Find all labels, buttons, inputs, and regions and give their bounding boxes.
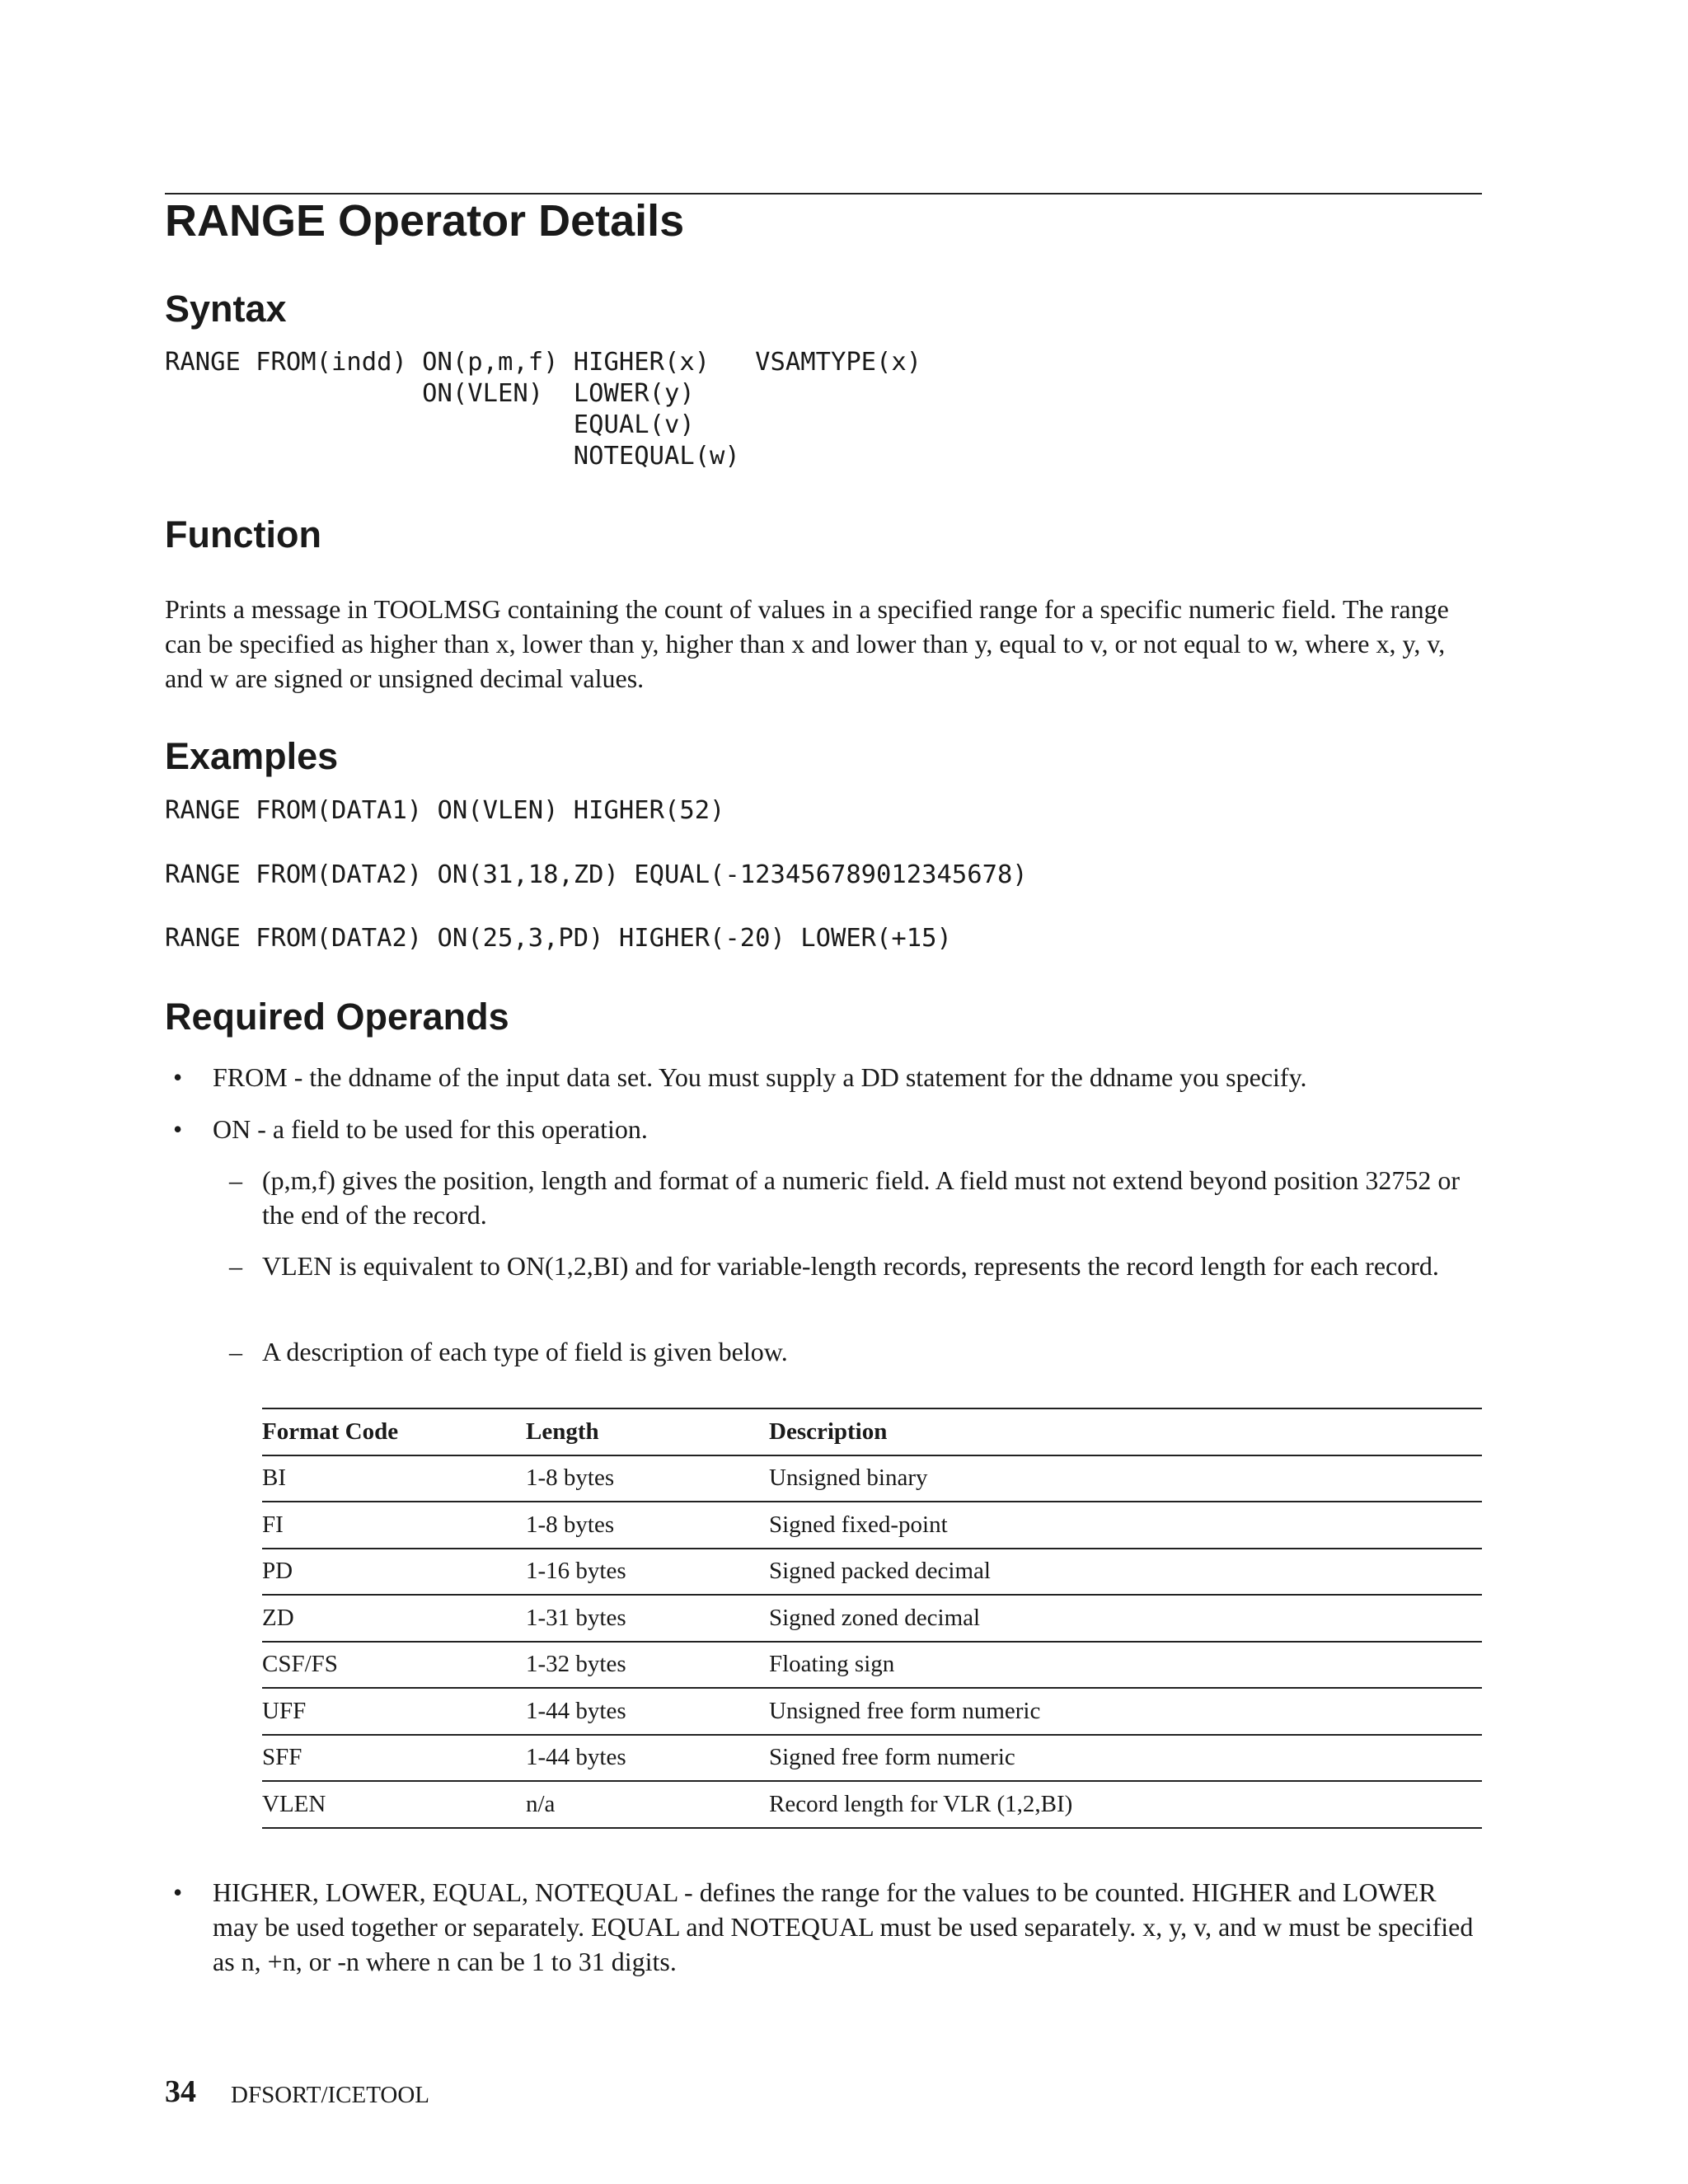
table-cell: Record length for VLR (1,2,BI) xyxy=(769,1781,1482,1828)
bullet-icon: • xyxy=(173,1114,183,1144)
operand-from: FROM - the ddname of the input data set. You must supply a DD statement for the ddname you specify. xyxy=(213,1062,1307,1092)
column-header: Format Code xyxy=(262,1408,526,1455)
table-row xyxy=(262,1688,1482,1735)
example-line: RANGE FROM(DATA2) ON(25,3,PD) HIGHER(-20) LOWER(+15) xyxy=(165,924,952,953)
bullet-icon: • xyxy=(173,1062,183,1092)
example-line: RANGE FROM(DATA2) ON(31,18,ZD) EQUAL(-123456789012345678) xyxy=(165,860,1028,889)
table-row xyxy=(262,1781,1482,1828)
table-cell: BI xyxy=(262,1455,526,1502)
table-cell: 1-44 bytes xyxy=(526,1688,769,1735)
page-number: 34 xyxy=(165,2074,196,2109)
column-header: Description xyxy=(769,1408,1482,1455)
table-cell: UFF xyxy=(262,1688,526,1735)
dash-icon: – xyxy=(229,1165,242,1195)
table-cell: Unsigned binary xyxy=(769,1455,1482,1502)
table-cell: 1-16 bytes xyxy=(526,1549,769,1596)
examples-heading: Examples xyxy=(165,735,339,777)
table-cell: 1-31 bytes xyxy=(526,1595,769,1642)
table-header-row xyxy=(262,1408,1482,1455)
table-cell: 1-8 bytes xyxy=(526,1502,769,1549)
table-cell: FI xyxy=(262,1502,526,1549)
required-operands-heading: Required Operands xyxy=(165,996,509,1038)
table-cell: Floating sign xyxy=(769,1642,1482,1689)
bullet-icon: • xyxy=(173,1877,183,1907)
table-cell: Signed fixed-point xyxy=(769,1502,1482,1549)
page-title: RANGE Operator Details xyxy=(165,196,685,246)
book-title: DFSORT/ICETOOL xyxy=(231,2082,430,2108)
table-cell: Signed free form numeric xyxy=(769,1735,1482,1782)
syntax-line: ON(VLEN) LOWER(y) xyxy=(165,379,695,408)
format-table xyxy=(262,1408,1482,1829)
function-heading: Function xyxy=(165,513,321,555)
table-cell: 1-32 bytes xyxy=(526,1642,769,1689)
table-cell: Signed zoned decimal xyxy=(769,1595,1482,1642)
table-cell: SFF xyxy=(262,1735,526,1782)
table-cell: 1-44 bytes xyxy=(526,1735,769,1782)
table-row xyxy=(262,1455,1482,1502)
operand-higher-lower: HIGHER, LOWER, EQUAL, NOTEQUAL - defines the range for the values to be counted. HIGHER and LOWER may be used together or separately. EQUAL and NOTEQUAL must be used separately. x, y, v, and w must be specified as n, +n, or -n where n can be 1 to 31 digits. xyxy=(213,1877,1474,1976)
dash-icon: – xyxy=(229,1251,242,1281)
table-cell: VLEN xyxy=(262,1781,526,1828)
table-cell: Unsigned free form numeric xyxy=(769,1688,1482,1735)
table-row xyxy=(262,1502,1482,1549)
table-cell: CSF/FS xyxy=(262,1642,526,1689)
column-header: Length xyxy=(526,1408,769,1455)
syntax-line: EQUAL(v) xyxy=(165,410,695,439)
syntax-line: NOTEQUAL(w) xyxy=(165,442,740,471)
example-line: RANGE FROM(DATA1) ON(VLEN) HIGHER(52) xyxy=(165,796,725,825)
operand-on-sub: VLEN is equivalent to ON(1,2,BI) and for variable-length records, represents the record length for each record. xyxy=(262,1251,1439,1281)
table-row xyxy=(262,1735,1482,1782)
table-cell: PD xyxy=(262,1549,526,1596)
operand-on-sub: (p,m,f) gives the position, length and format of a numeric field. A field must not extend beyond position 32752 or the end of the record. xyxy=(262,1165,1461,1230)
table-cell: Signed packed decimal xyxy=(769,1549,1482,1596)
table-cell: 1-8 bytes xyxy=(526,1455,769,1502)
table-cell: ZD xyxy=(262,1595,526,1642)
syntax-heading: Syntax xyxy=(165,288,287,330)
dash-icon: – xyxy=(229,1337,242,1366)
operand-on: ON - a field to be used for this operation. xyxy=(213,1114,648,1144)
function-text: Prints a message in TOOLMSG containing the count of values in a specified range for a specific numeric field. The range can be specified as higher than x, lower than y, higher than x and lower than y, equal to v, or not equal to w, where x, y, v, and w are signed or unsigned decimal values. xyxy=(165,594,1449,693)
table-row xyxy=(262,1595,1482,1642)
syntax-line: RANGE FROM(indd) ON(p,m,f) HIGHER(x) VSAMTYPE(x) xyxy=(165,348,922,377)
operand-on-sub: A description of each type of field is given below. xyxy=(262,1337,788,1366)
table-cell: n/a xyxy=(526,1781,769,1828)
table-row xyxy=(262,1642,1482,1689)
table-row xyxy=(262,1549,1482,1596)
